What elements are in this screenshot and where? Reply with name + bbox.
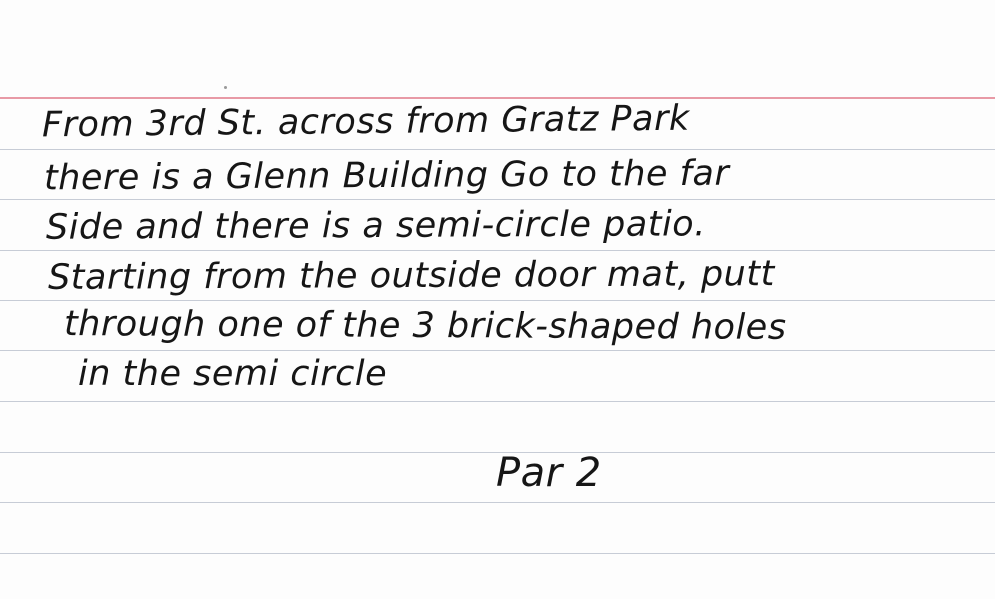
ruled-line — [0, 149, 995, 150]
handwritten-line-2: there is a Glenn Building Go to the far — [43, 153, 730, 199]
ruled-line — [0, 553, 995, 554]
handwritten-line-1: From 3rd St. across from Gratz Park — [41, 98, 690, 146]
ruled-line — [0, 401, 995, 402]
handwritten-line-6: in the semi circle — [78, 354, 388, 394]
handwritten-line-5: through one of the 3 brick-shaped holes — [63, 304, 787, 348]
ruled-line — [0, 199, 995, 200]
paper-speck — [224, 86, 227, 89]
ruled-line — [0, 350, 995, 351]
handwritten-line-3: Side and there is a semi-circle patio. — [45, 204, 706, 248]
par-label: Par 2 — [496, 450, 602, 496]
handwritten-line-4: Starting from the outside door mat, putt — [47, 254, 775, 298]
ruled-line — [0, 250, 995, 251]
ruled-line — [0, 300, 995, 301]
ruled-line — [0, 502, 995, 503]
header-margin-rule — [0, 97, 995, 99]
